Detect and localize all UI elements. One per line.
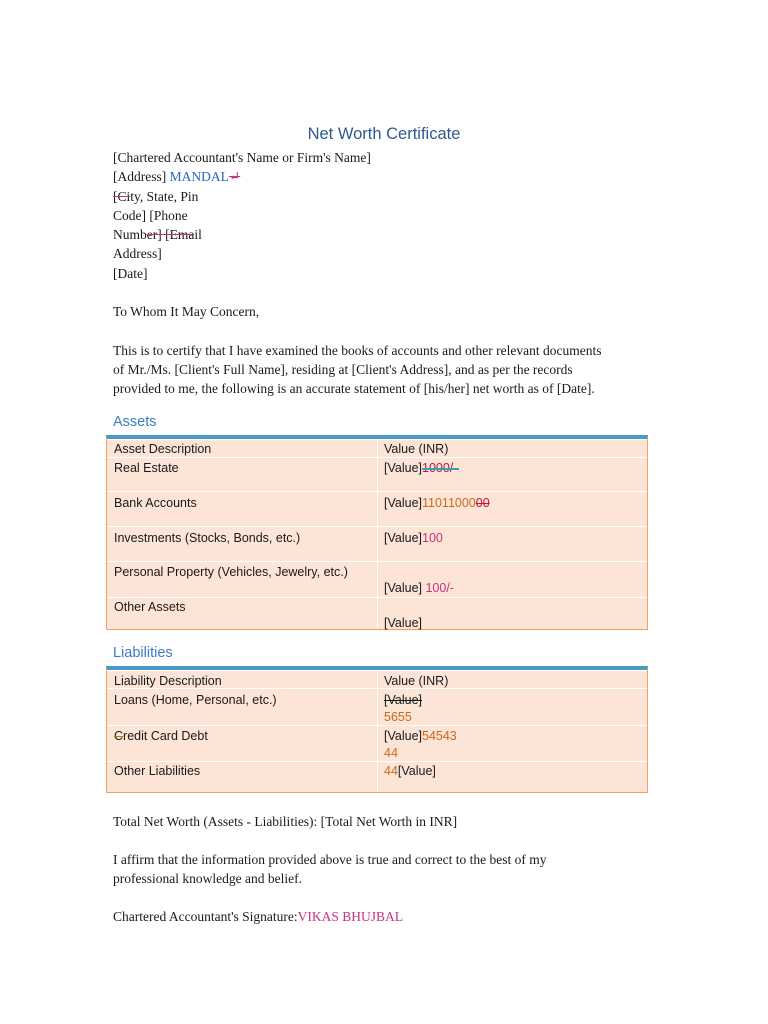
signature-line bbox=[113, 909, 403, 925]
intro-line-1: This is to certify that I have examined the books of accounts and other relevant documents bbox=[113, 343, 602, 358]
paragraph-mark: ↵ bbox=[228, 169, 241, 184]
struck-letter: C bbox=[114, 729, 124, 743]
affirm-line-2: professional knowledge and belief. bbox=[113, 871, 302, 886]
value-placeholder: [Value] bbox=[384, 496, 422, 510]
signature-label: Chartered Accountant's Signature: bbox=[113, 909, 298, 924]
affirm-line-1: I affirm that the information provided above is true and correct to the best of my bbox=[113, 852, 547, 867]
inserted-edit: 54543 bbox=[422, 729, 457, 743]
asset-description: Other Assets bbox=[114, 600, 186, 614]
struck-value: [Value] bbox=[384, 693, 422, 707]
number-line bbox=[113, 227, 202, 243]
asset-description: Real Estate bbox=[114, 461, 179, 475]
table-row bbox=[107, 688, 647, 726]
table-row bbox=[107, 597, 647, 631]
assets-col-value: Value (INR) bbox=[384, 442, 449, 456]
struck-edit: 1000/- bbox=[422, 461, 458, 475]
table-header-row bbox=[107, 439, 647, 458]
value-placeholder: [Value] bbox=[384, 729, 422, 743]
liabilities-col-value: Value (INR) bbox=[384, 674, 449, 688]
inserted-edit: 11011000 bbox=[422, 496, 476, 510]
asset-value bbox=[384, 531, 443, 545]
date-line: [Date] bbox=[113, 266, 148, 281]
assets-heading: Assets bbox=[113, 414, 157, 430]
assets-table bbox=[106, 435, 648, 630]
address-value: MANDAL bbox=[169, 169, 229, 184]
intro-line-3: provided to me, the following is an accurate statement of [his/her] net worth as of [Date]. bbox=[113, 381, 595, 396]
number-text-a: Numb bbox=[113, 227, 147, 242]
table-row bbox=[107, 561, 647, 598]
liability-description-text: redit Card Debt bbox=[123, 729, 208, 743]
number-struck-text: er] [Ema bbox=[146, 227, 195, 242]
value-placeholder: [Value] bbox=[384, 461, 422, 475]
document-title: Net Worth Certificate bbox=[307, 125, 461, 143]
salutation: To Whom It May Concern, bbox=[113, 304, 260, 319]
inserted-edit: 100 bbox=[422, 531, 443, 545]
intro-line-2: of Mr./Ms. [Client's Full Name], residing at [Client's Address], and as per the records bbox=[113, 362, 573, 377]
value-placeholder: [Value] bbox=[384, 531, 422, 545]
firm-name-line: [Chartered Accountant's Name or Firm's Name] bbox=[113, 150, 371, 165]
address-label: [Address] bbox=[113, 169, 170, 184]
liability-description bbox=[114, 729, 208, 743]
asset-description: Bank Accounts bbox=[114, 496, 197, 510]
city-line bbox=[113, 189, 198, 205]
inserted-edit: 100/- bbox=[425, 581, 454, 595]
asset-description: Investments (Stocks, Bonds, etc.) bbox=[114, 531, 301, 545]
inserted-edit-2: 44 bbox=[384, 746, 398, 760]
inserted-edit: 44 bbox=[384, 764, 398, 778]
liabilities-table bbox=[106, 666, 648, 793]
liability-description: Loans (Home, Personal, etc.) bbox=[114, 693, 277, 707]
table-row bbox=[107, 526, 647, 562]
liability-value bbox=[384, 729, 457, 743]
table-header-row bbox=[107, 670, 647, 689]
total-net-worth: Total Net Worth (Assets - Liabilities): [Total Net Worth in INR] bbox=[113, 814, 458, 829]
assets-col-description: Asset Description bbox=[114, 442, 212, 456]
asset-value: [Value] bbox=[384, 616, 422, 630]
asset-value bbox=[384, 581, 454, 595]
address2-line: Address] bbox=[113, 246, 162, 261]
table-row bbox=[107, 457, 647, 492]
number-text-b: il bbox=[194, 227, 202, 242]
table-row bbox=[107, 491, 647, 527]
liability-description: Other Liabilities bbox=[114, 764, 201, 778]
asset-description: Personal Property (Vehicles, Jewelry, etc.) bbox=[114, 565, 348, 579]
address-line bbox=[113, 169, 240, 185]
value-placeholder: [Value] bbox=[384, 581, 426, 595]
liabilities-heading: Liabilities bbox=[113, 645, 173, 661]
signature-value: VIKAS BHUJBAL bbox=[297, 909, 404, 924]
inserted-edit: 5655 bbox=[384, 710, 412, 724]
table-row bbox=[107, 725, 647, 762]
code-line: Code] [Phone bbox=[113, 208, 188, 223]
liabilities-col-description: Liability Description bbox=[114, 674, 222, 688]
table-row bbox=[107, 761, 647, 794]
value-placeholder: [Value] bbox=[397, 764, 436, 778]
asset-value bbox=[384, 496, 490, 510]
asset-value bbox=[384, 461, 457, 475]
liability-value-struck bbox=[384, 693, 422, 707]
city-text: ty, State, Pin bbox=[130, 189, 199, 204]
city-struck-text: [Ci bbox=[113, 189, 131, 204]
struck-edit: 00 bbox=[475, 496, 490, 510]
liability-value bbox=[384, 764, 436, 778]
